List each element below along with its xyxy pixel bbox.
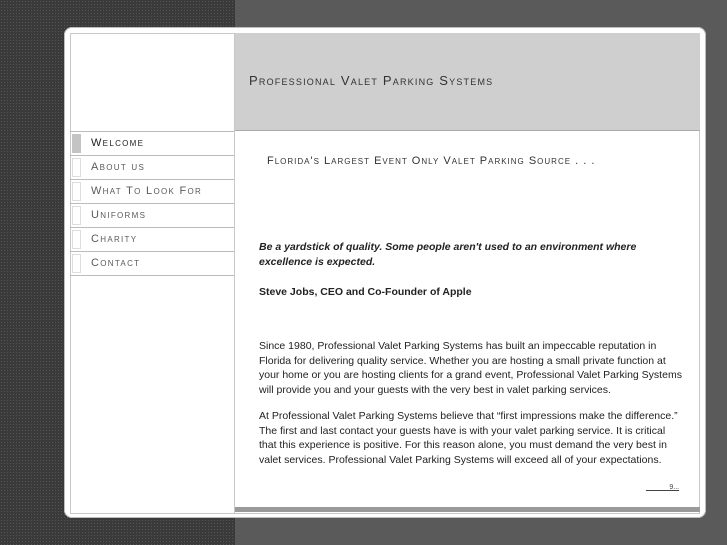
- nav-item-charity[interactable]: [70, 228, 234, 252]
- nav-label: Uniforms: [91, 209, 147, 221]
- quote-text: Be a yardstick of quality. Some people aren't used to an environment where excellence is expected.: [259, 241, 637, 268]
- nav-marker: [72, 230, 81, 249]
- nav-label: Charity: [91, 233, 138, 245]
- nav-marker: [72, 134, 81, 153]
- quote-author: Steve Jobs, CEO and Co-Founder of Apple: [259, 286, 472, 298]
- nav-label: About us: [91, 161, 146, 173]
- intro-paragraph: Since 1980, Professional Valet Parking Systems has built an impeccable reputation in Florida for delivering quality service. Whether you are hosting a small private function at your home or you are hosting clients for a grand event, Professional Valet Parking Systems will provide you and your guests with the very best in valet parking services.: [259, 340, 682, 396]
- nav-marker: [72, 206, 81, 225]
- first-impressions-paragraph: At Professional Valet Parking Systems believe that “first impressions make the difference.” The first and last contact your guests have is with your valet parking service. It is critical that this experience is positive. For this reason alone, you must demand the very best in valet services. Professional Valet Parking Systems will exceed all of your expectations.: [259, 410, 678, 466]
- nav-item-welcome[interactable]: [70, 132, 234, 156]
- nav-label: What To Look For: [91, 185, 203, 197]
- footer-mark: ______9...: [646, 484, 680, 491]
- nav-label: Welcome: [91, 137, 145, 149]
- nav-item-contact[interactable]: [70, 252, 234, 276]
- sidebar-nav: [70, 131, 234, 276]
- nav-label: Contact: [91, 257, 141, 269]
- bottom-accent-bar: [235, 507, 700, 512]
- nav-item-uniforms[interactable]: [70, 204, 234, 228]
- nav-item-about-us[interactable]: [70, 156, 234, 180]
- tagline: Florida's Largest Event Only Valet Parking Source . . .: [267, 155, 596, 167]
- header-banner: [235, 33, 700, 131]
- nav-marker: [72, 254, 81, 273]
- nav-marker: [72, 158, 81, 177]
- site-title: Professional Valet Parking Systems: [249, 73, 494, 88]
- column-divider: [234, 33, 235, 514]
- nav-item-what-to-look-for[interactable]: [70, 180, 234, 204]
- nav-marker: [72, 182, 81, 201]
